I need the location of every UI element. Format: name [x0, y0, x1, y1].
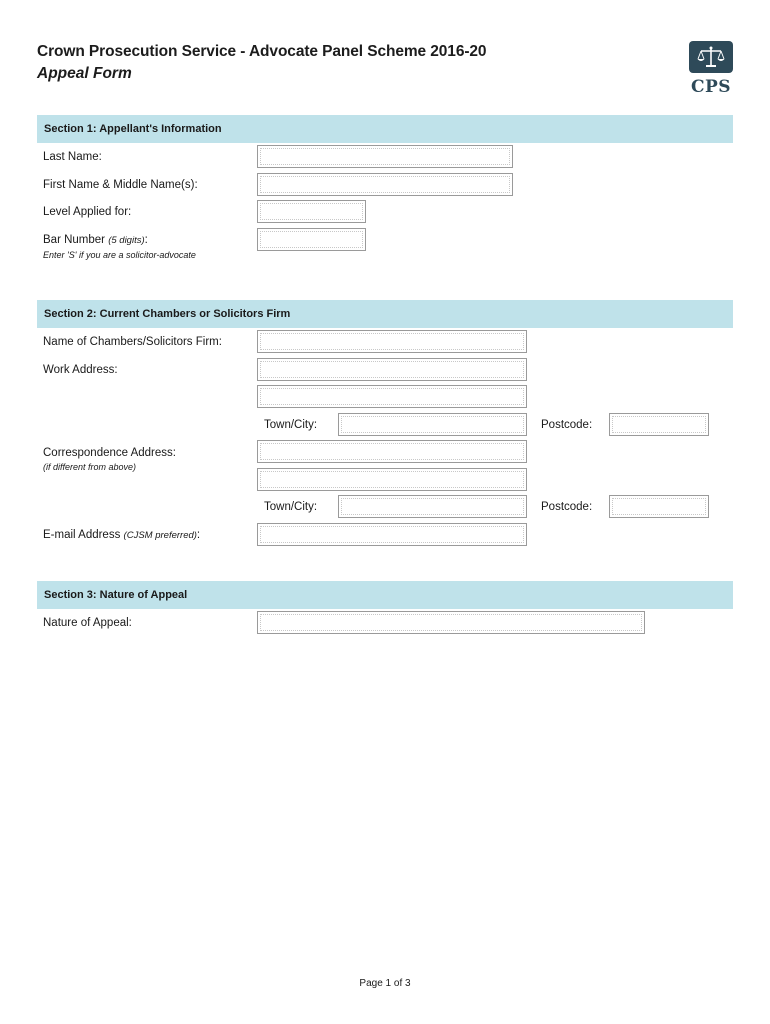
chambers-field[interactable] [257, 330, 527, 353]
work-town-label: Town/City: [264, 419, 318, 431]
bar-number-label-text: Bar Number [43, 234, 105, 246]
cps-logo [689, 41, 733, 97]
section-2-header [37, 300, 733, 328]
last-name-label: Last Name: [43, 151, 102, 163]
nature-of-appeal-label: Nature of Appeal: [43, 617, 132, 629]
work-postcode-label: Postcode: [541, 419, 593, 431]
section-1-heading: Section 1: Appellant's Information [44, 123, 222, 135]
correspondence-line-1[interactable] [257, 440, 527, 463]
work-postcode-field[interactable] [609, 413, 709, 436]
work-address-line-2[interactable] [257, 385, 527, 408]
page-number: Page 1 of 3 [359, 978, 411, 989]
bar-number-label [43, 234, 148, 246]
level-applied-field[interactable] [257, 200, 366, 223]
email-colon: : [196, 529, 201, 541]
correspondence-town-field[interactable] [338, 495, 527, 518]
correspondence-label: Correspondence Address: [43, 447, 176, 459]
email-field[interactable] [257, 523, 527, 546]
correspondence-note: (if different from above) [43, 462, 137, 472]
last-name-field[interactable] [257, 145, 513, 168]
section-3-heading: Section 3: Nature of Appeal [44, 589, 188, 601]
bar-number-colon: : [144, 234, 148, 246]
first-name-field[interactable] [257, 173, 513, 196]
scales-icon [689, 41, 733, 73]
bar-number-note: Enter 'S' if you are a solicitor-advocate [43, 250, 196, 260]
correspondence-line-2[interactable] [257, 468, 527, 491]
email-label [43, 529, 200, 541]
correspondence-town-label: Town/City: [264, 501, 318, 513]
section-1-header [37, 115, 733, 143]
bar-number-field[interactable] [257, 228, 366, 251]
work-address-line-1[interactable] [257, 358, 527, 381]
first-name-label: First Name & Middle Name(s): [43, 179, 198, 191]
section-2-heading: Section 2: Current Chambers or Solicitors Firm [44, 308, 291, 320]
work-town-field[interactable] [338, 413, 527, 436]
nature-of-appeal-field[interactable] [257, 611, 645, 634]
email-hint: (CJSM preferred) [123, 530, 197, 541]
email-label-text: E-mail Address [43, 529, 121, 541]
chambers-label: Name of Chambers/Solicitors Firm: [43, 336, 222, 348]
correspondence-postcode-label: Postcode: [541, 501, 593, 513]
bar-number-hint: (5 digits) [108, 235, 145, 246]
logo-text: CPS [690, 77, 732, 97]
level-applied-label: Level Applied for: [43, 206, 132, 218]
document-subtitle: Appeal Form [37, 65, 132, 82]
work-address-label: Work Address: [43, 364, 118, 376]
section-3-header [37, 581, 733, 609]
document-title: Crown Prosecution Service - Advocate Panel Scheme 2016-20 [37, 43, 487, 60]
correspondence-postcode-field[interactable] [609, 495, 709, 518]
